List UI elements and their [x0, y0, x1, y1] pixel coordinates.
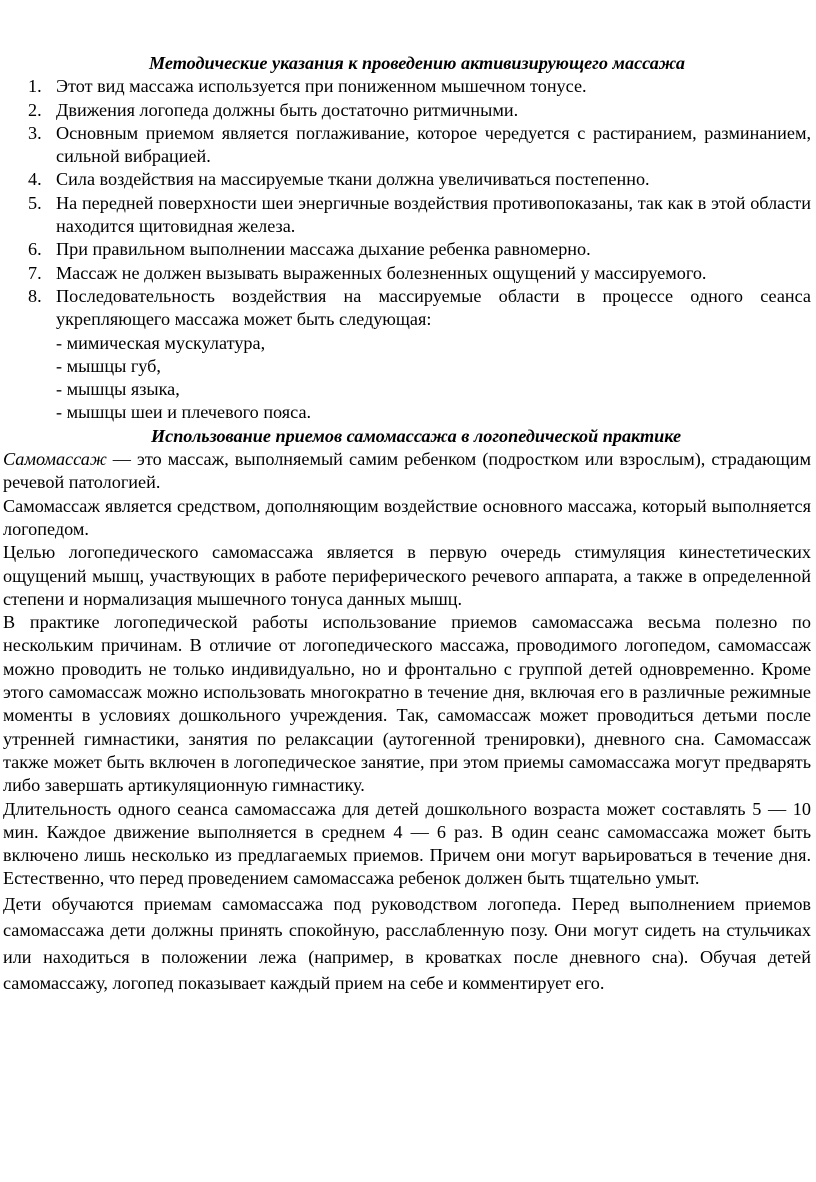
section-title-activating-massage: Методические указания к проведению активизирующего массажа	[148, 53, 686, 73]
definition-paragraph	[3, 448, 811, 495]
list-item-number: 5.	[28, 192, 42, 213]
sublist-item: - мышцы губ,	[56, 355, 161, 376]
paragraph: Длительность одного сеанса самомассажа для детей дошкольного возраста может составлять 5 — 10 мин. Каждое движение выполняется в среднем 4 — 6 раз. В один сеанс самомассажа может быть включено лишь несколько из предлагаемых приемов. Причем они могут варьироваться в течение дня. Естественно, что перед проведением самомассажа ребенок должен быть тщательно умыт.	[3, 798, 811, 889]
list-item-text: Основным приемом является поглаживание, которое чередуется с растиранием, разминанием, сильной вибрацией.	[56, 122, 811, 167]
list-item-text: На передней поверхности шеи энергичные воздействия противопоказаны, так как в этой области находится щитовидная железа.	[56, 192, 811, 237]
list-item-number: 2.	[28, 99, 42, 120]
guidelines-list	[3, 75, 811, 424]
paragraph: В практике логопедической работы использование приемов самомассажа весьма полезно по нескольким причинам. В отличие от логопедического массажа, проводимого логопедом, самомассаж можно проводить не только индивидуально, но и фронтально с группой детей одновременно. Кроме этого самомассаж можно использовать многократно в течение дня, включая его в различные режимные моменты в условиях дошкольного учреждения. Так, самомассаж может проводиться детьми после утренней гимнастики, занятия по релаксации (аутогенной тренировки), дневного сна. Самомассаж также может быть включен в логопедическое занятие, при этом приемы самомассажа могут предварять либо завершать артикуляционную гимнастику.	[3, 612, 811, 796]
list-item	[3, 99, 811, 122]
list-item	[3, 122, 811, 169]
list-item	[3, 192, 811, 239]
list-item-text: Массаж не должен вызывать выраженных болезненных ощущений у массируемого.	[56, 262, 707, 283]
list-item-number: 7.	[28, 262, 42, 283]
sublist-item: - мышцы языка,	[56, 379, 180, 400]
list-item-text: При правильном выполнении массажа дыхание ребенка равномерно.	[56, 239, 591, 260]
list-item	[3, 262, 811, 285]
sublist-item: - мышцы шеи и плечевого пояса.	[56, 402, 312, 423]
list-item	[3, 75, 811, 98]
list-item-text: Этот вид массажа используется при пониженном мышечном тонусе.	[56, 76, 587, 97]
list-item-text: Сила воздействия на массируемые ткани должна увеличиваться постепенно.	[56, 169, 650, 190]
list-item-number: 4.	[28, 169, 42, 190]
list-item-number: 6.	[28, 239, 42, 260]
list-item-number: 1.	[28, 76, 42, 97]
list-item	[3, 285, 811, 425]
list-item	[3, 238, 811, 261]
section-title-self-massage: Использование приемов самомассажа в логопедической практике	[150, 425, 682, 446]
paragraph: Целью логопедического самомассажа является в первую очередь стимуляция кинестетических ощущений мышц, участвующих в работе периферического речевого аппарата, а также в определенной степени и нормализация мышечного тонуса данных мышц.	[3, 542, 811, 609]
sublist-item: - мимическая мускулатура,	[56, 332, 266, 353]
list-item-text: Последовательность воздействия на массируемые области в процессе одного сеанса укрепляющего массажа может быть следующая:	[56, 285, 811, 330]
definition-text: — это массаж, выполняемый самим ребенком (подростком или взрослым), страдающим речевой патологией.	[3, 449, 811, 493]
list-item	[3, 168, 811, 191]
list-item-number: 8.	[28, 285, 42, 306]
list-item-text: Движения логопеда должны быть достаточно ритмичными.	[56, 99, 519, 120]
list-item-number: 3.	[28, 122, 42, 143]
paragraph: Самомассаж является средством, дополняющим воздействие основного массажа, который выполняется логопедом.	[3, 495, 811, 539]
paragraph: Дети обучаются приемам самомассажа под руководством логопеда. Перед выполнением приемов самомассажа дети должны принять спокойную, расслабленную позу. Они могут сидеть на стульчиках или находиться в положении лежа (например, в кроватках после дневного сна). Обучая детей самомассажу, логопед показывает каждый прием на себе и комментирует его.	[3, 893, 811, 994]
defined-term: Самомассаж	[3, 449, 107, 470]
